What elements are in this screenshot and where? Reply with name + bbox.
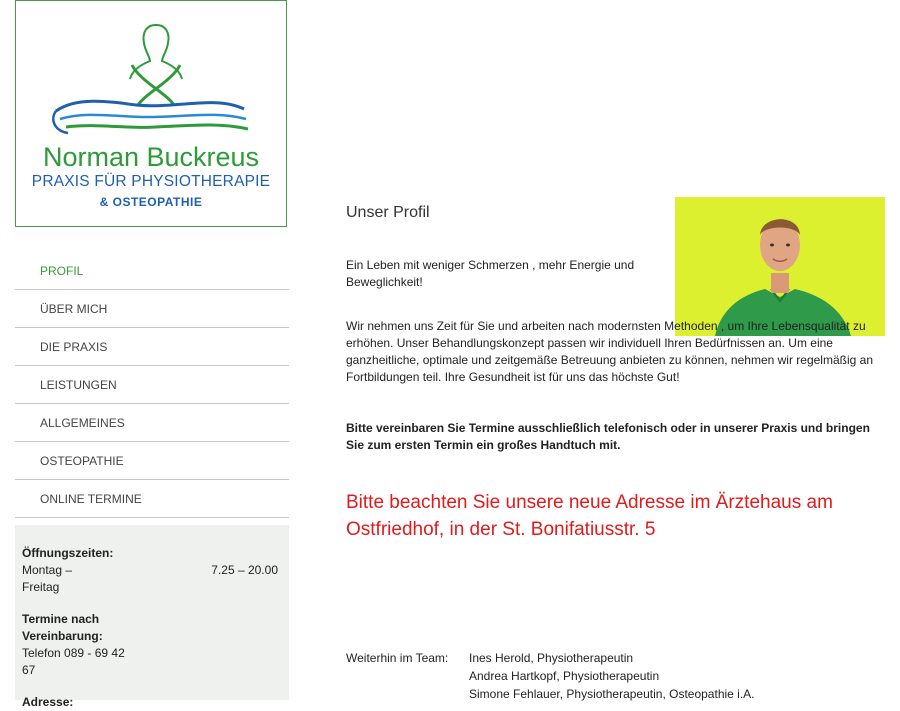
logo-subtitle: PRAXIS FÜR PHYSIOTHERAPIE (31, 173, 271, 190)
page-title: Unser Profil (346, 204, 430, 221)
person-photo-icon (675, 197, 885, 336)
appointment-note: Bitte vereinbaren Sie Termine ausschließlich telefonisch oder in unserer Praxis und bringen Sie zum ersten Termin ein großes Handtuch mit. (346, 421, 870, 452)
profile-photo (675, 197, 885, 336)
logo-figure-icon (16, 1, 288, 141)
nav-item-online-termine[interactable]: ONLINE TERMINE (15, 480, 289, 518)
nav-item-leistungen[interactable]: LEISTUNGEN (15, 366, 289, 404)
appointment-title: Termine nach Vereinbarung: (22, 612, 103, 643)
team-member: Simone Fehlauer, Physiotherapeutin, Osteopathie i.A. (469, 687, 755, 701)
nav-item-allgemeines[interactable]: ALLGEMEINES (15, 404, 289, 442)
hours-title: Öffnungszeiten: (22, 546, 114, 560)
phone-number: Telefon 089 - 69 42 67 (22, 646, 125, 677)
logo[interactable] (15, 0, 287, 227)
main-nav (15, 252, 289, 518)
address-title: Adresse: (22, 695, 74, 709)
address-notice: Bitte beachten Sie unsere neue Adresse im Ärztehaus am Ostfriedhof, in der St. Bonifatiusstr. 5 (346, 492, 833, 540)
info-box (15, 525, 289, 709)
team-member: Ines Herold, Physiotherapeutin (469, 651, 634, 665)
logo-name: Norman Buckreus (42, 142, 260, 172)
nav-item-die-praxis[interactable]: DIE PRAXIS (15, 328, 289, 366)
logo-subtitle-osteopathie: & OSTEOPATHIE (99, 195, 203, 209)
hours-days: Montag – Freitag (22, 563, 73, 594)
description-text: Wir nehmen uns Zeit für Sie und arbeiten nach modernsten Methoden , um Ihre Lebensqualität zu erhöhen. Unser Behandlungskonzept passen wir individuell Ihren Bedürfnissen an. Um eine ganzheitliche, optimale und zeitgemäße Betreuung anbieten zu können, nehmen wir regelmäßig an Fortbildungen teil. Ihre Gesundheit ist für uns das höchste Gut! (346, 319, 873, 384)
nav-item-osteopathie[interactable]: OSTEOPATHIE (15, 442, 289, 480)
team-list (469, 649, 755, 703)
hours-time: 7.25 – 20.00 (211, 563, 278, 577)
team-label: Weiterhin im Team: (346, 651, 449, 665)
team-member: Andrea Hartkopf, Physiotherapeutin (469, 669, 660, 683)
intro-text: Ein Leben mit weniger Schmerzen , mehr Energie und Beweglichkeit! (346, 258, 635, 289)
nav-item-profil[interactable]: PROFIL (15, 252, 289, 290)
nav-item-ueber-mich[interactable]: ÜBER MICH (15, 290, 289, 328)
